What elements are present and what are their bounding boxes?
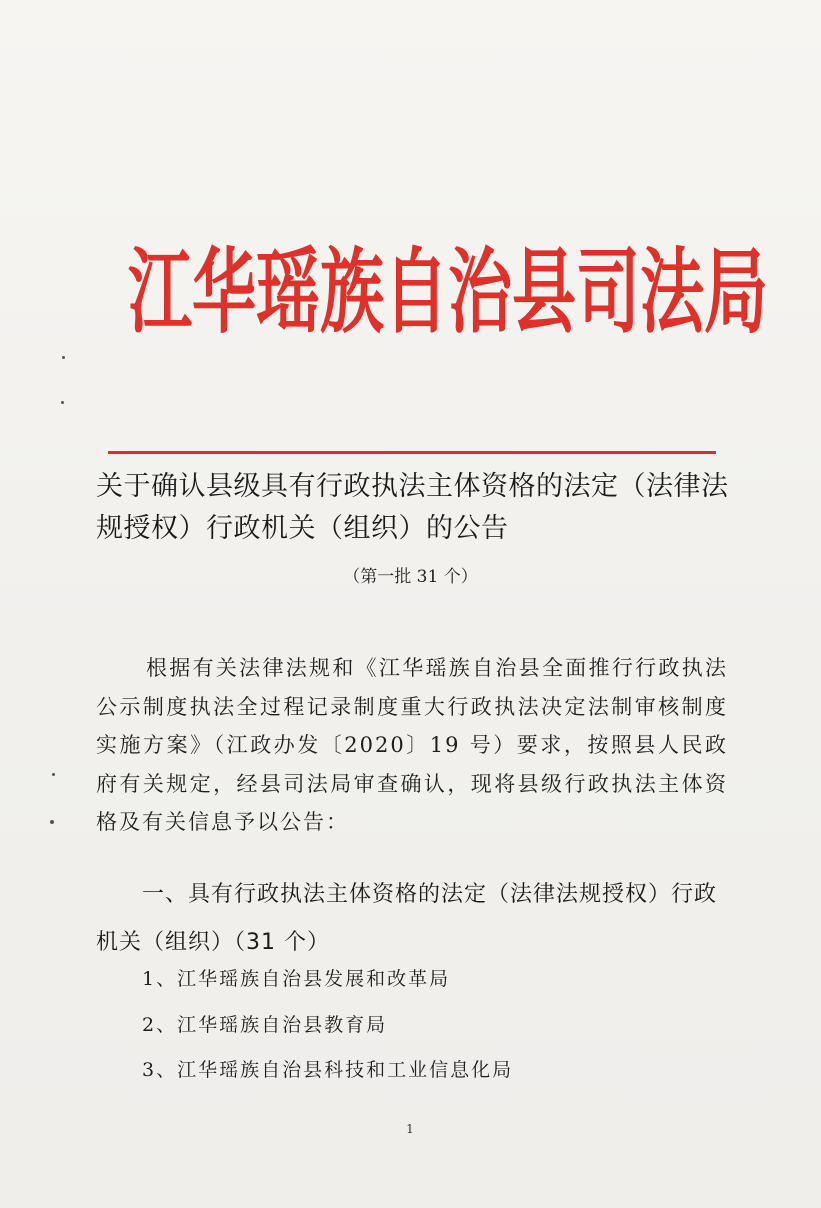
list-item: 3、江华瑶族自治县科技和工业信息化局	[142, 1059, 514, 1081]
batch-note: （第一批 31 个）	[343, 567, 478, 587]
binding-hole-mark	[50, 820, 54, 824]
intro-paragraph: 根据有关法律法规和《江华瑶族自治县全面推行行政执法公示制度执法全过程记录制度重大行政执法决定法制审核制度实施方案》（江政办发〔2020〕19 号）要求，按照县人民政府有关规定，经县司法局审查确认，现将县级行政执法主体资格及有关信息予以公告：	[96, 656, 728, 834]
binding-hole-mark	[61, 401, 64, 404]
list-item: 1、江华瑶族自治县发展和改革局	[142, 968, 451, 990]
notice-title: 关于确认县级具有行政执法主体资格的法定（法律法规授权）行政机关（组织）的公告	[96, 471, 729, 544]
binding-hole-mark	[52, 773, 55, 776]
section-1-heading: 一、具有行政执法主体资格的法定（法律法规授权）行政机关（组织）（31 个）	[96, 882, 718, 955]
list-item: 2、江华瑶族自治县教育局	[142, 1014, 388, 1036]
red-divider-rule	[108, 451, 716, 454]
page-number: 1	[406, 1122, 414, 1136]
issuer-header: 江华瑶族自治县司法局	[128, 238, 768, 348]
binding-hole-mark	[62, 356, 65, 359]
